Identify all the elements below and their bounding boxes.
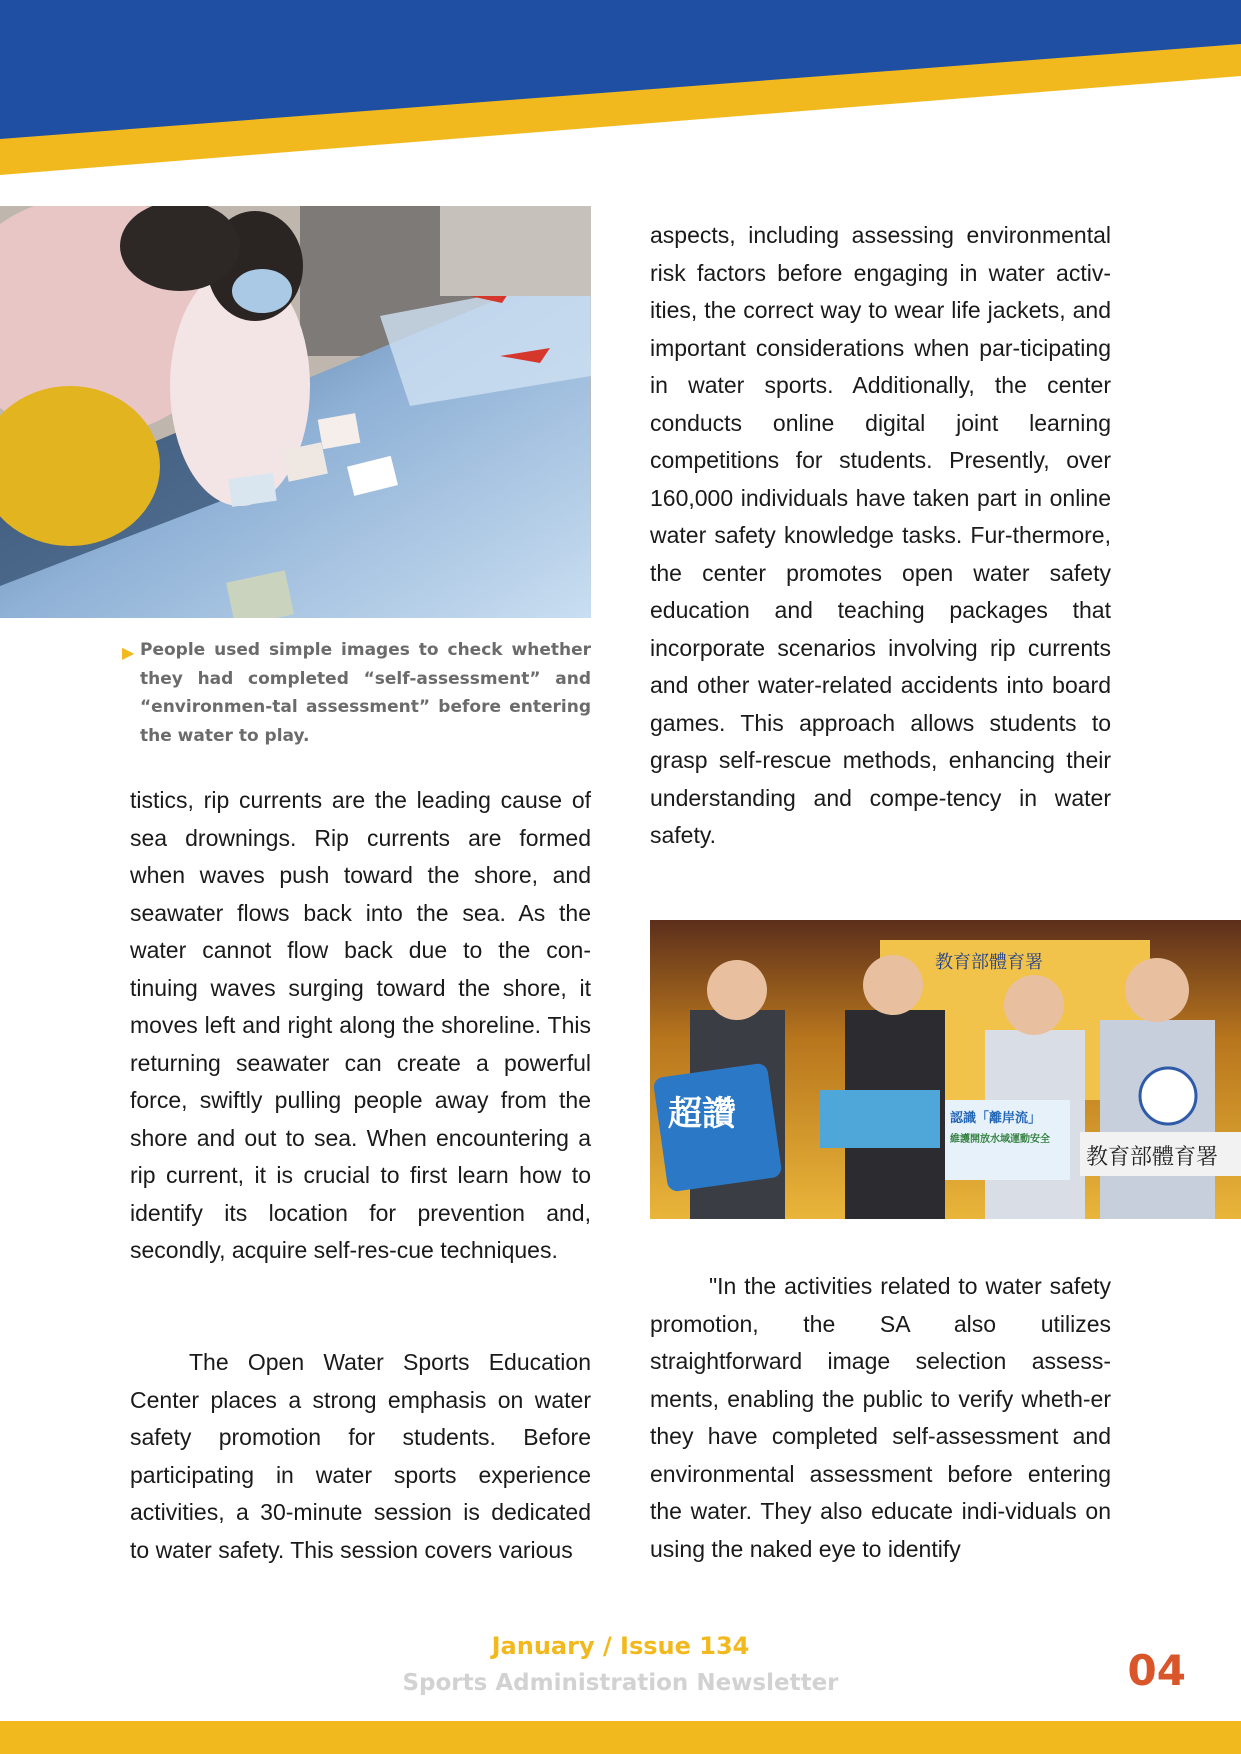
right-column-paragraph-1: aspects, including assessing environmental risk factors before engaging in water activ-ities, the correct way to wear life jackets, and important considerations when par-ticipating in water sports. Additionally, the center conducts online digital joint learning competitions for students. Presently, over 160,000 individuals have taken part in online water safety knowledge tasks. Fur-thermore, the center promotes open water safety education and teaching packages that incorporate scenarios involving rip currents and other water-related accidents into board games. This approach allows students to grasp self-rescue methods, enhancing their understanding and compe-tency in water safety. (650, 222, 1111, 848)
photo-caption (122, 636, 591, 750)
left-column-paragraph-2: The Open Water Sports Education Center places a strong emphasis on water safety promotion for students. Before participating in water sports experience activities, a 30-minute session is dedicated to water safety. This session covers various (130, 1349, 591, 1563)
photo-children-board-game (0, 206, 591, 618)
sign-agency: 教育部體育署 (1086, 1145, 1219, 1170)
backdrop-title: 教育部體育署 (935, 952, 1043, 973)
board-title: 認識「離岸流」 (950, 1111, 1042, 1126)
caption-text: People used simple images to check whether they had completed “self-assessment” and “environmen-tal assessment” before entering the water to play. (140, 640, 591, 746)
page-number: 04 (1127, 1646, 1186, 1695)
footer-issue: January / Issue 134 (491, 1632, 750, 1660)
board-subtitle: 維護開放水域運動安全 (950, 1134, 1050, 1145)
caption-triangle-icon: ▶ (122, 643, 135, 662)
right-column-paragraph-2: "In the activities related to water safety promotion, the SA also utilizes straightforward image selection assess-ments, enabling the public to verify wheth-er they have completed self-assessment and environmental assessment before entering the water. They also educate indi-viduals on using the naked eye to identify (650, 1273, 1111, 1562)
photo-press-conference (650, 920, 1241, 1219)
left-column-paragraph-1: tistics, rip currents are the leading cause of sea drownings. Rip currents are formed when waves push toward the shore, and seawater flows back into the sea. As the water cannot flow back due to the con-tinuing waves surging toward the shore, it moves left and right along the shoreline. This returning seawater can create a powerful force, swiftly pulling people away from the shore and out to sea. When encountering a rip current, it is crucial to first learn how to identify its location for prevention and, secondly, acquire self-res-cue techniques. (130, 787, 591, 1263)
footer-yellow-bar (0, 1721, 1241, 1754)
footer-newsletter-title: Sports Administration Newsletter (402, 1670, 839, 1696)
sign-chaozan: 超讚 (668, 1094, 736, 1134)
header-banner (0, 0, 1241, 180)
